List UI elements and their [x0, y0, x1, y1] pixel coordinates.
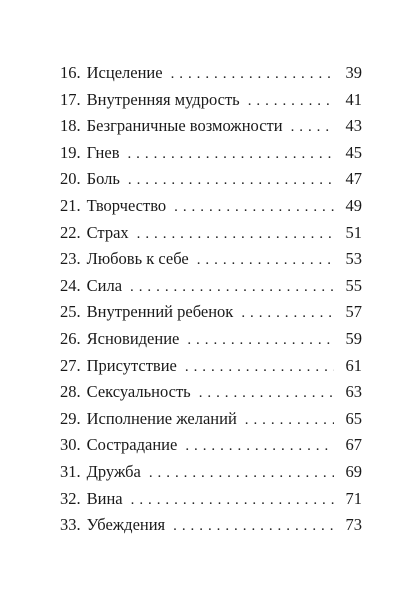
toc-entry-page-number: 39 — [345, 63, 362, 82]
toc-entry-page-number: 55 — [345, 275, 362, 295]
dot-leader — [197, 247, 334, 274]
dot-leader — [185, 354, 334, 381]
toc-entry-page-number: 43 — [345, 116, 362, 136]
toc-entry-page-number: 47 — [345, 169, 362, 189]
toc-entry-number: 30. — [60, 435, 81, 455]
dot-leader — [174, 194, 334, 221]
toc-entry-number: 27. — [60, 355, 81, 375]
dot-leader — [128, 167, 334, 194]
toc-entry-number: 26. — [60, 328, 81, 348]
dot-leader — [245, 407, 334, 434]
toc-entry — [60, 193, 362, 220]
toc-entry — [60, 220, 362, 247]
toc-entry — [60, 486, 362, 513]
toc-entry-number: 29. — [60, 408, 81, 428]
toc-entry-title: Сила — [86, 275, 123, 295]
dot-leader — [127, 141, 334, 168]
toc-entry — [60, 512, 362, 539]
toc-entry-title: Дружба — [86, 461, 141, 481]
dot-leader — [199, 380, 334, 407]
toc-entry — [60, 246, 362, 273]
toc-entry-page-number: 71 — [345, 488, 362, 508]
toc-entry-page-number: 57 — [345, 302, 362, 322]
toc-entry-title: Страх — [86, 222, 129, 242]
dot-leader — [241, 300, 334, 327]
toc-entry — [60, 459, 362, 486]
toc-entry-number: 21. — [60, 195, 81, 215]
dot-leader — [131, 487, 334, 514]
toc-entry-number: 25. — [60, 302, 81, 322]
toc-entry-page-number: 45 — [345, 142, 362, 162]
toc-entry — [60, 326, 362, 353]
dot-leader — [185, 433, 334, 460]
toc-entry-page-number: 73 — [345, 515, 362, 535]
toc-entry — [60, 113, 362, 140]
toc-entry — [60, 140, 362, 167]
toc-entry — [60, 60, 362, 87]
toc-entry-page-number: 49 — [345, 195, 362, 215]
toc-entry-title: Исполнение желаний — [86, 408, 237, 428]
toc-entry-number: 20. — [60, 169, 81, 189]
toc-entry-title: Убеждения — [86, 515, 166, 535]
toc-entry — [60, 273, 362, 300]
toc-entry-number: 17. — [60, 89, 81, 109]
toc-entry — [60, 299, 362, 326]
toc-entry-title: Боль — [86, 169, 120, 189]
dot-leader — [291, 114, 334, 141]
dot-leader — [248, 88, 334, 115]
toc-entry-number: 24. — [60, 275, 81, 295]
toc-entry — [60, 432, 362, 459]
dot-leader — [187, 327, 334, 354]
toc-entry-page-number: 61 — [345, 355, 362, 375]
toc-entry-number: 19. — [60, 142, 81, 162]
toc-entry-title: Вина — [86, 488, 123, 508]
table-of-contents — [60, 60, 362, 539]
dot-leader — [149, 460, 334, 487]
toc-entry-number: 32. — [60, 488, 81, 508]
toc-entry-page-number: 41 — [345, 89, 362, 109]
toc-entry-page-number: 65 — [345, 408, 362, 428]
toc-entry — [60, 87, 362, 114]
toc-entry-title: Исцеление — [86, 63, 163, 82]
dot-leader — [173, 513, 334, 540]
dot-leader — [130, 274, 334, 301]
toc-entry-page-number: 59 — [345, 328, 362, 348]
toc-entry-title: Любовь к себе — [86, 249, 189, 269]
toc-entry-title: Присутствие — [86, 355, 177, 375]
toc-entry-number: 33. — [60, 515, 81, 535]
dot-leader — [137, 221, 334, 248]
toc-entry-title: Гнев — [86, 142, 120, 162]
toc-entry-title: Безграничные возможности — [86, 116, 283, 136]
toc-entry-number: 31. — [60, 461, 81, 481]
toc-entry-title: Внутренний ребенок — [86, 302, 234, 322]
toc-entry-number: 23. — [60, 249, 81, 269]
toc-entry-number: 16. — [60, 63, 81, 82]
toc-entry — [60, 406, 362, 433]
toc-entry-number: 18. — [60, 116, 81, 136]
toc-entry-title: Творчество — [86, 195, 167, 215]
toc-entry-title: Внутренняя мудрость — [86, 89, 240, 109]
toc-entry-title: Ясновидение — [86, 328, 180, 348]
dot-leader — [171, 61, 334, 88]
toc-entry-page-number: 63 — [345, 382, 362, 402]
toc-entry-page-number: 51 — [345, 222, 362, 242]
toc-entry-page-number: 53 — [345, 249, 362, 269]
toc-entry-number: 22. — [60, 222, 81, 242]
toc-entry — [60, 379, 362, 406]
toc-entry — [60, 166, 362, 193]
toc-entry-page-number: 67 — [345, 435, 362, 455]
toc-entry-page-number: 69 — [345, 461, 362, 481]
toc-entry-title: Сексуальность — [86, 382, 191, 402]
toc-entry-number: 28. — [60, 382, 81, 402]
toc-entry — [60, 353, 362, 380]
toc-entry-title: Сострадание — [86, 435, 178, 455]
